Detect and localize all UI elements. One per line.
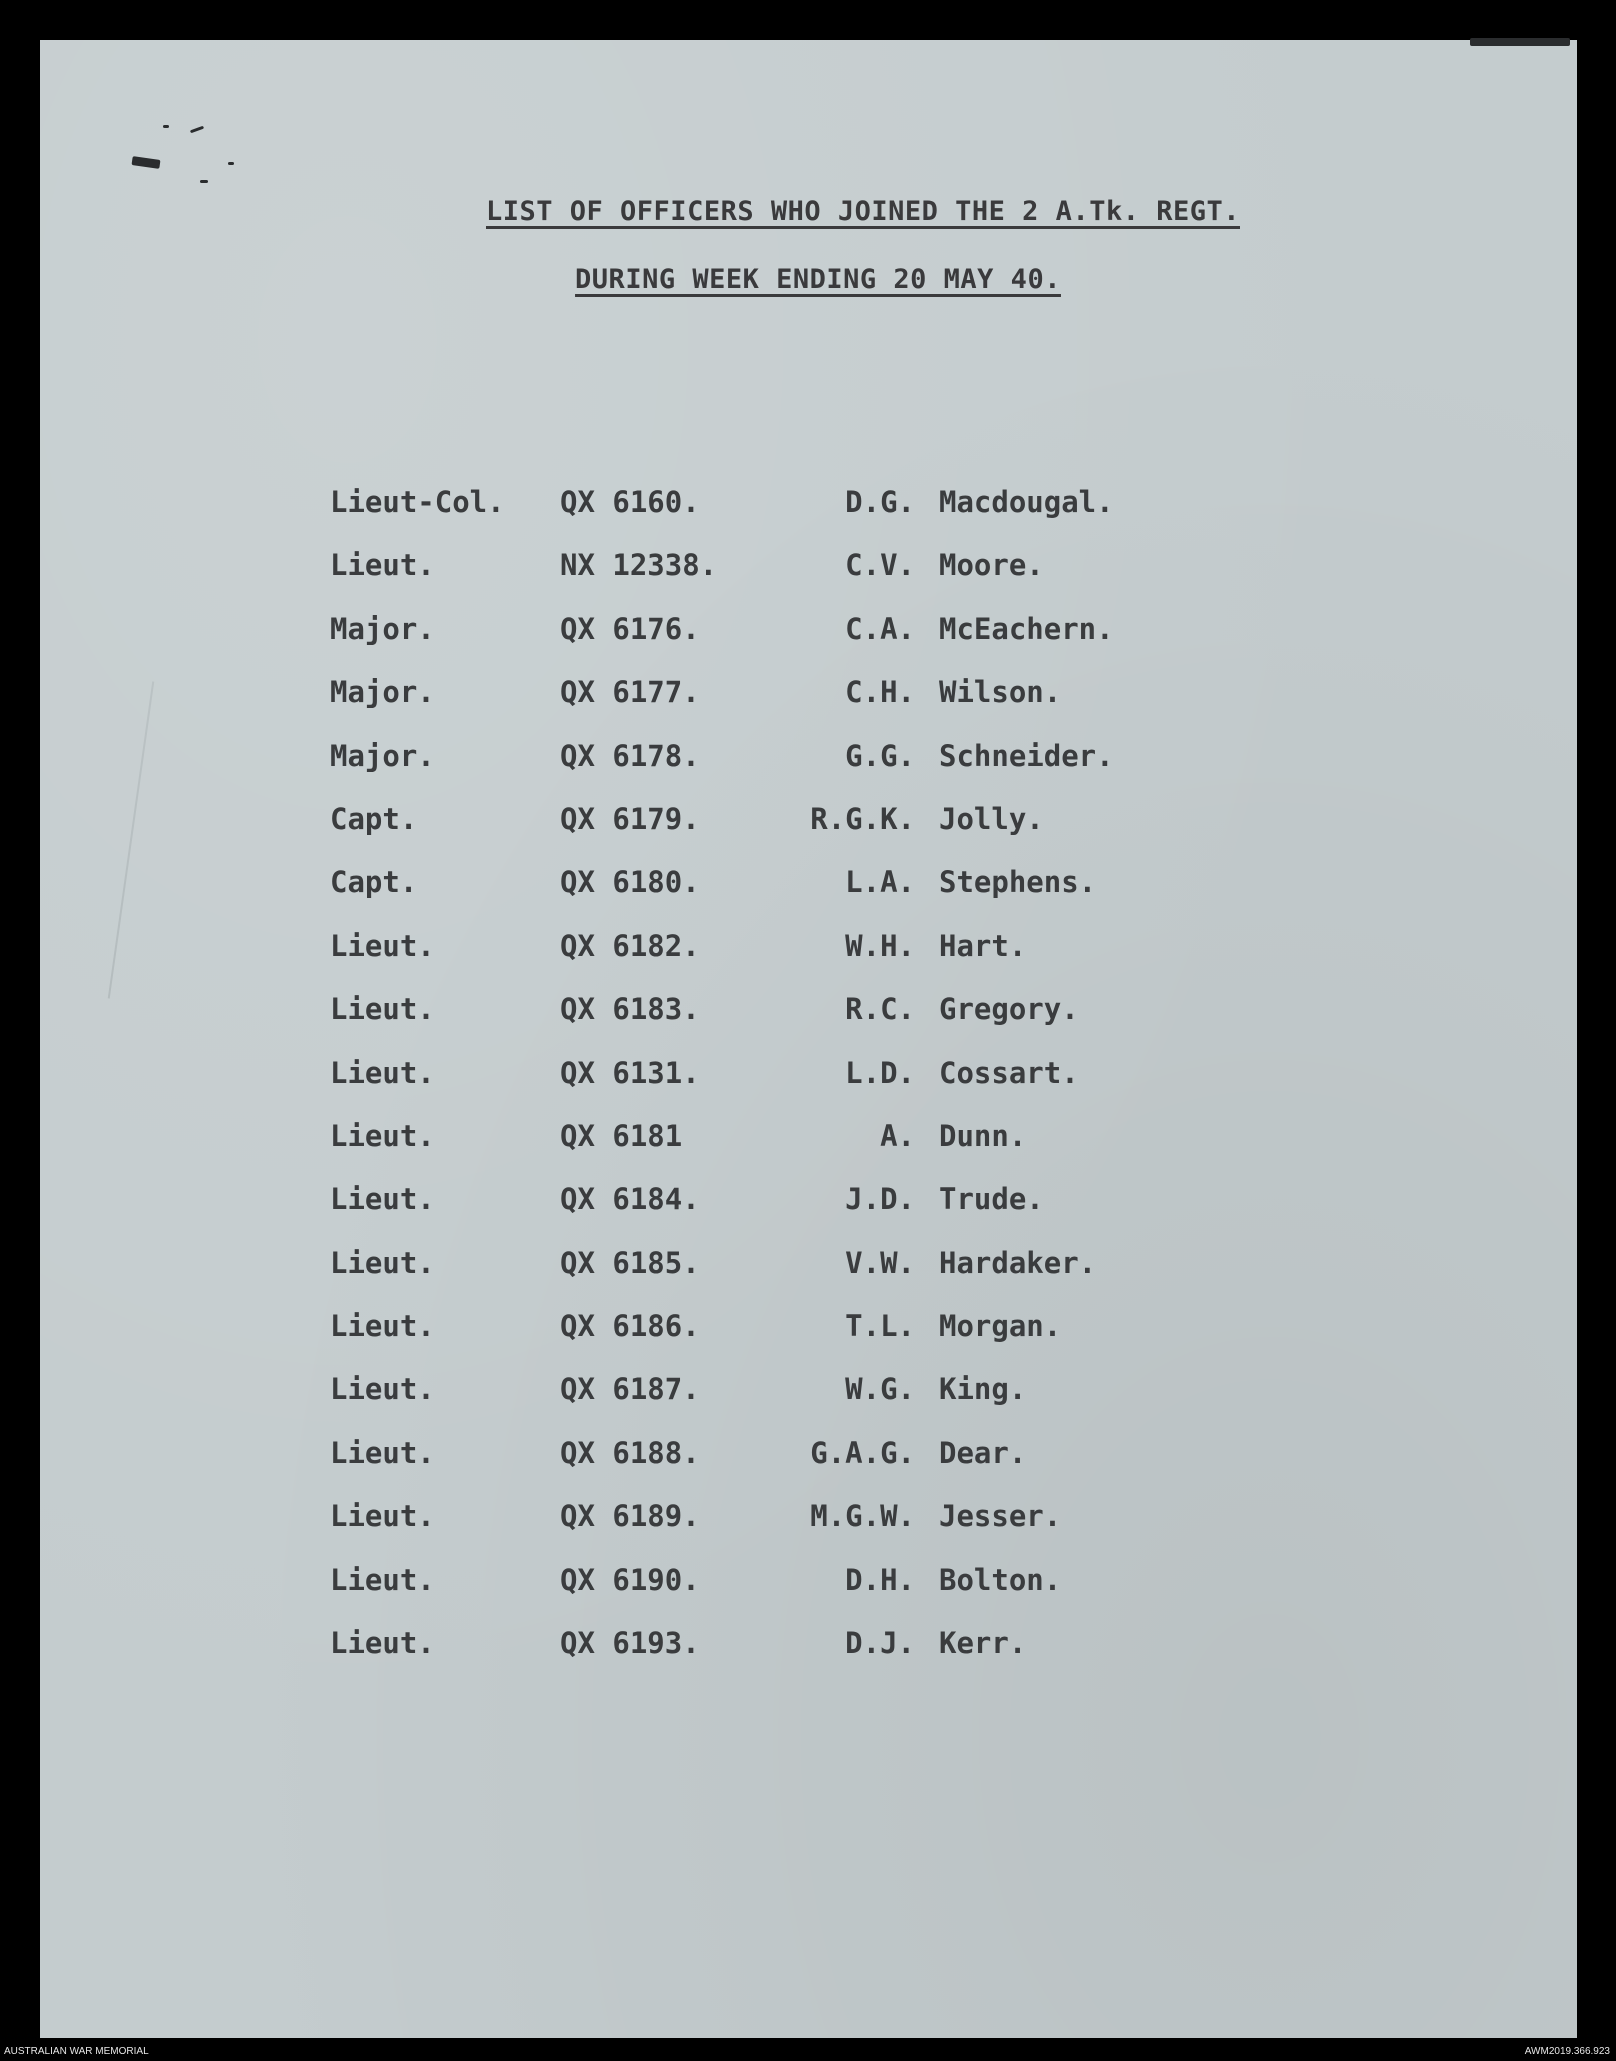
- officer-surname: Kerr.: [939, 1626, 1027, 1661]
- officer-row: [330, 1499, 1230, 1562]
- officer-surname: Moore.: [939, 548, 1044, 583]
- footer-institution: AUSTRALIAN WAR MEMORIAL: [4, 2046, 149, 2057]
- officer-number: QX 6160.: [560, 485, 700, 519]
- officer-initials: G.A.G.: [810, 1435, 915, 1470]
- officer-surname: King.: [939, 1372, 1027, 1407]
- officer-surname: Schneider.: [939, 738, 1114, 773]
- officer-row: [330, 992, 1230, 1055]
- officer-surname: Gregory.: [939, 992, 1079, 1027]
- officer-row: [330, 1056, 1230, 1119]
- document-title: LIST OF OFFICERS WHO JOINED THE 2 A.Tk. REGT.: [486, 196, 1240, 227]
- staple-hole-mark: [132, 156, 161, 169]
- officer-number: QX 6187.: [560, 1372, 700, 1407]
- officer-initials: C.H.: [845, 675, 915, 710]
- officer-initials: C.A.: [845, 611, 915, 646]
- officer-row: [330, 1246, 1230, 1309]
- officer-initials: M.G.W.: [810, 1499, 915, 1534]
- officer-row: [330, 865, 1230, 928]
- officer-number: QX 6176.: [560, 611, 700, 646]
- officer-rank: Lieut.: [330, 1626, 435, 1661]
- footer-reference: AWM2019.366.923: [1524, 2046, 1610, 2057]
- officer-initials: L.D.: [845, 1055, 915, 1090]
- officer-rank: Lieut.: [330, 1435, 435, 1470]
- officer-initials: W.H.: [845, 928, 915, 963]
- officer-surname: Cossart.: [939, 1055, 1079, 1090]
- officer-initials: R.C.: [845, 992, 915, 1027]
- officer-rank: Lieut.: [330, 1055, 435, 1090]
- officer-initials: D.J.: [845, 1626, 915, 1661]
- officer-surname: Jesser.: [939, 1499, 1062, 1534]
- officer-initials: C.V.: [845, 548, 915, 583]
- document-subtitle: DURING WEEK ENDING 20 MAY 40.: [575, 264, 1061, 295]
- officer-row: [330, 1563, 1230, 1626]
- officer-row: [330, 1119, 1230, 1182]
- officer-number: QX 6184.: [560, 1182, 700, 1217]
- officer-row: [330, 1309, 1230, 1372]
- officer-number: QX 6179.: [560, 801, 700, 836]
- officer-rank: Lieut-Col.: [330, 485, 505, 519]
- officer-initials: W.G.: [845, 1372, 915, 1407]
- officer-number: QX 6188.: [560, 1435, 700, 1470]
- officer-initials: D.H.: [845, 1562, 915, 1597]
- officer-number: QX 6131.: [560, 1055, 700, 1090]
- officer-row: [330, 612, 1230, 675]
- officer-row: [330, 1436, 1230, 1499]
- officer-rank: Lieut.: [330, 928, 435, 963]
- officer-rank: Major.: [330, 738, 435, 773]
- officer-number: QX 6189.: [560, 1499, 700, 1534]
- paper-mark: [228, 162, 234, 165]
- officer-rank: Lieut.: [330, 1562, 435, 1597]
- officer-row: [330, 548, 1230, 611]
- officer-surname: Dunn.: [939, 1118, 1027, 1153]
- officer-initials: G.G.: [845, 738, 915, 773]
- officer-row: [330, 929, 1230, 992]
- officer-number: QX 6178.: [560, 738, 700, 773]
- officer-rank: Lieut.: [330, 548, 435, 583]
- officer-list: [330, 485, 1230, 1689]
- officer-row: [330, 802, 1230, 865]
- torn-edge-mark: [1470, 38, 1570, 46]
- officer-rank: Capt.: [330, 801, 418, 836]
- paper-mark: [163, 125, 169, 128]
- officer-initials: D.G.: [845, 485, 915, 519]
- officer-row: [330, 485, 1230, 548]
- officer-rank: Lieut.: [330, 1182, 435, 1217]
- paper-mark: [190, 126, 204, 134]
- officer-number: QX 6190.: [560, 1562, 700, 1597]
- officer-surname: Morgan.: [939, 1309, 1062, 1344]
- officer-initials: J.D.: [845, 1182, 915, 1217]
- officer-number: NX 12338.: [560, 548, 718, 583]
- officer-row: [330, 1372, 1230, 1435]
- officer-number: QX 6183.: [560, 992, 700, 1027]
- officer-row: [330, 675, 1230, 738]
- officer-initials: T.L.: [845, 1309, 915, 1344]
- officer-number: QX 6181: [560, 1118, 683, 1153]
- officer-rank: Lieut.: [330, 1118, 435, 1153]
- officer-rank: Lieut.: [330, 1499, 435, 1534]
- officer-surname: Stephens.: [939, 865, 1097, 900]
- officer-surname: Jolly.: [939, 801, 1044, 836]
- officer-initials: R.G.K.: [810, 801, 915, 836]
- officer-surname: Hart.: [939, 928, 1027, 963]
- officer-initials: A.: [880, 1118, 915, 1153]
- officer-surname: Dear.: [939, 1435, 1027, 1470]
- officer-initials: L.A.: [845, 865, 915, 900]
- officer-row: [330, 739, 1230, 802]
- officer-number: QX 6180.: [560, 865, 700, 900]
- officer-row: [330, 1182, 1230, 1245]
- officer-rank: Major.: [330, 611, 435, 646]
- officer-number: QX 6185.: [560, 1245, 700, 1280]
- officer-rank: Lieut.: [330, 1309, 435, 1344]
- officer-rank: Capt.: [330, 865, 418, 900]
- officer-number: QX 6186.: [560, 1309, 700, 1344]
- officer-surname: Trude.: [939, 1182, 1044, 1217]
- officer-surname: Hardaker.: [939, 1245, 1097, 1280]
- paper-mark: [200, 180, 208, 183]
- paper-crease: [108, 681, 155, 998]
- officer-rank: Lieut.: [330, 1245, 435, 1280]
- officer-surname: Bolton.: [939, 1562, 1062, 1597]
- officer-number: QX 6182.: [560, 928, 700, 963]
- officer-row: [330, 1626, 1230, 1689]
- officer-number: QX 6177.: [560, 675, 700, 710]
- officer-rank: Lieut.: [330, 1372, 435, 1407]
- officer-surname: McEachern.: [939, 611, 1114, 646]
- officer-surname: Wilson.: [939, 675, 1062, 710]
- officer-rank: Lieut.: [330, 992, 435, 1027]
- officer-number: QX 6193.: [560, 1626, 700, 1661]
- officer-rank: Major.: [330, 675, 435, 710]
- officer-surname: Macdougal.: [939, 485, 1114, 519]
- officer-initials: V.W.: [845, 1245, 915, 1280]
